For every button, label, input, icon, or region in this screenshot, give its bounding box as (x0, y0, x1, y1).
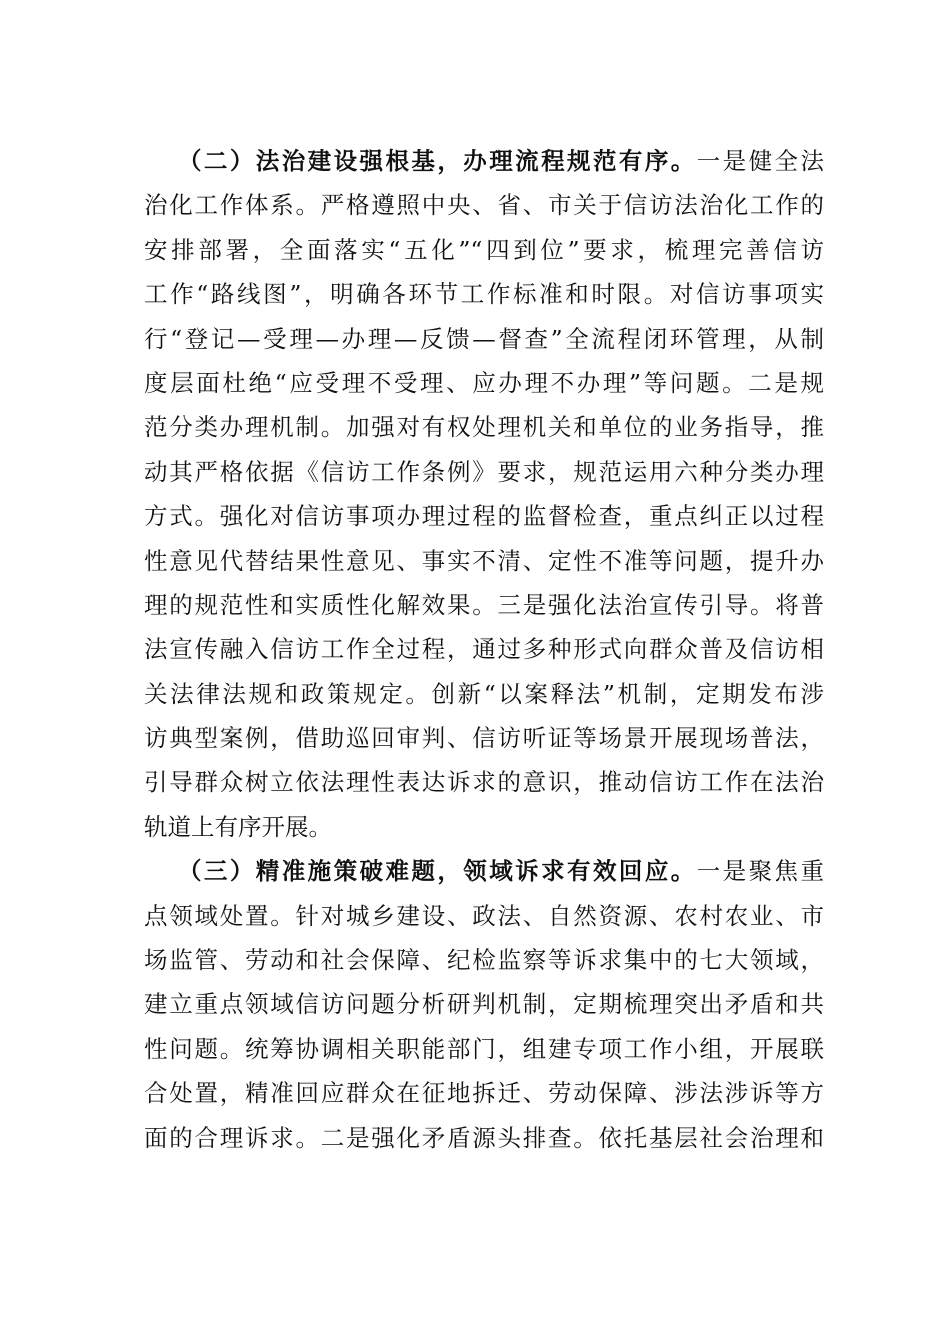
section-2-line: 行“登记—受理—办理—反馈—督查”全流程闭环管理，从制 (144, 324, 824, 353)
section-2-first-line (144, 139, 824, 183)
section-2-line: 治化工作体系。严格遵照中央、省、市关于信访法治化工作的 (144, 191, 824, 220)
section-2-line: 方式。强化对信访事项办理过程的监督检查，重点纠正以过程 (144, 502, 824, 531)
section-2-line: 轨道上有序开展。 (144, 812, 332, 841)
section-2-heading: （二）法治建设强根基，办理流程规范有序。 (178, 147, 697, 175)
section-2-line: 性意见代替结果性意见、事实不清、定性不准等问题，提升办 (144, 546, 824, 575)
section-3-heading: （三）精准施策破难题，领域诉求有效回应。 (178, 857, 697, 886)
section-3-line: 面的合理诉求。二是强化矛盾源头排查。依托基层社会治理和 (144, 1123, 824, 1152)
document-body (144, 139, 824, 1160)
section-3-line: 性问题。统筹协调相关职能部门，组建专项工作小组，开展联 (144, 1034, 824, 1063)
section-2-line: 安排部署，全面落实“五化”“四到位”要求，梳理完善信访 (144, 235, 824, 264)
section-3-line: 建立重点领域信访问题分析研判机制，定期梳理突出矛盾和共 (144, 990, 824, 1019)
section-3-first-line (144, 849, 824, 893)
section-3-line: 点领域处置。针对城乡建设、政法、自然资源、农村农业、市 (144, 901, 824, 930)
section-2-line: 动其严格依据《信访工作条例》要求，规范运用六种分类办理 (144, 457, 824, 486)
section-2-line: 法宣传融入信访工作全过程，通过多种形式向群众普及信访相 (144, 635, 824, 664)
section-2-line: 引导群众树立依法理性表达诉求的意识，推动信访工作在法治 (144, 768, 824, 797)
section-2-line: 范分类办理机制。加强对有权处理机关和单位的业务指导，推 (144, 413, 824, 442)
section-3-line: 一是聚焦重 (696, 857, 824, 886)
section-2-line: 一是健全法 (696, 147, 824, 175)
section-3-line: 合处置，精准回应群众在征地拆迁、劳动保障、涉法涉诉等方 (144, 1079, 824, 1108)
section-2-line: 工作“路线图”，明确各环节工作标准和时限。对信访事项实 (144, 280, 824, 309)
section-2-line: 度层面杜绝“应受理不受理、应办理不办理”等问题。二是规 (144, 368, 824, 397)
section-2-line: 理的规范性和实质性化解效果。三是强化法治宣传引导。将普 (144, 590, 824, 619)
section-3-line: 场监管、劳动和社会保障、纪检监察等诉求集中的七大领域， (144, 946, 824, 975)
section-2-line: 访典型案例，借助巡回审判、信访听证等场景开展现场普法， (144, 724, 824, 753)
section-2-line: 关法律法规和政策规定。创新“以案释法”机制，定期发布涉 (144, 679, 824, 708)
